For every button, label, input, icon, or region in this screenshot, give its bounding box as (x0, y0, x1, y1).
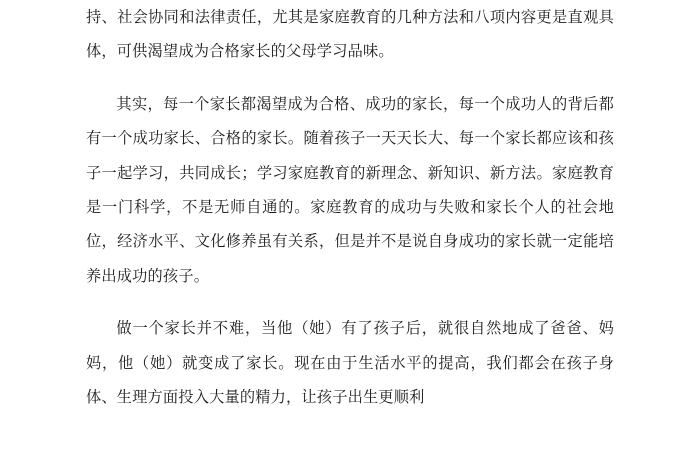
paragraph-continued: 持、社会协同和法律责任，尤其是家庭教育的几种方法和八项内容更是直观具体，可供渴望成为合格家长的父母学习品味。 (86, 8, 614, 61)
paragraph-two: 其实，每一个家长都渴望成为合格、成功的家长，每一个成功人的背后都有一个成功家长、合格的家长。随着孩子一天天长大、每一个家长都应该和孩子一起学习，共同成长；学习家庭教育的新理念、新知识、新方法。家庭教育是一门科学，不是无师自通的。家庭教育的成功与失败和家长个人的社会地位，经济水平、文化修养虽有关系，但是并不是说自身成功的家长就一定能培养出成功的孩子。 (86, 94, 614, 285)
paragraph-three: 做一个家长并不难，当他（她）有了孩子后，就很自然地成了爸爸、妈妈，他（她）就变成了家长。现在由于生活水平的提高，我们都会在孩子身体、生理方面投入大量的精力，让孩子出生更顺利 (86, 319, 614, 407)
document-body (86, 0, 614, 414)
